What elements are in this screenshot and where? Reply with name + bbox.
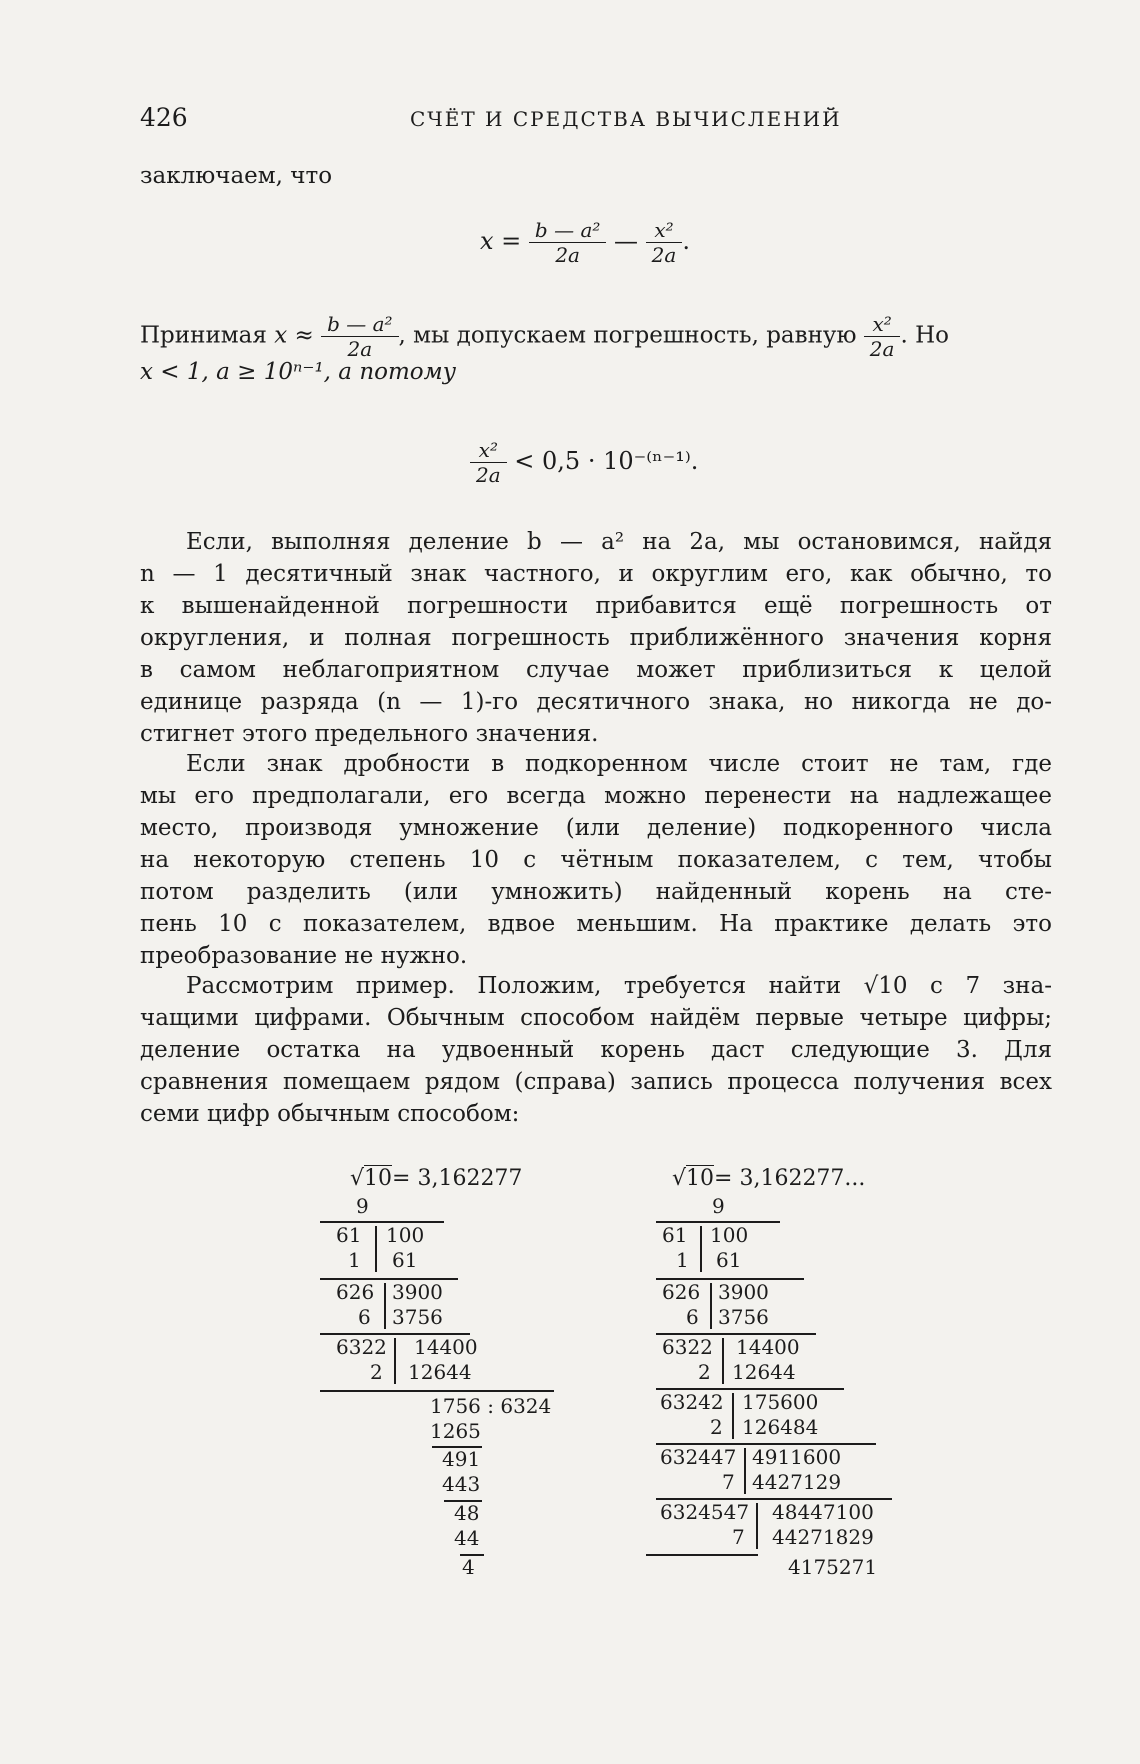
accepting-paragraph: Принимая x ≈ $\frac{\text{b — a²}}{2a}$ , мы допускаем погрешность, равную $\frac{\text{x²}}{2a}$ . Но x < 1, a ≥ 10ⁿ⁻¹, а потому: [140, 312, 949, 385]
fraction: $\frac{\text{b — a²}}{2a}$: [529, 218, 606, 267]
fraction: $\frac{\text{x²}}{2a}$: [646, 218, 683, 267]
paragraph-rounding: Если, выполняя деление b — a² на 2a, мы остановимся, найдя n — 1 десятичный знак частного, и округлим его, как обычно, то к вышенайденной погрешности прибавится ещё погрешность от округления, и полная погрешность приближённого значения корня в самом неблагоприятном случае может приблизиться к целой единице разряда (n — 1)-го десятичного знака, но никогда не до- стигнет этого предельного значения.: [140, 529, 1052, 747]
sqrt-expression: √10= 3,162277...: [672, 1166, 866, 1191]
intro-text: заключаем, что: [140, 163, 333, 189]
paragraph-decimal-point: Если знак дробности в подкоренном числе стоит не там, где мы его предполагали, его всегда можно перенести на надлежащее место, производя умножение (или деление) подкоренного числа на некоторую степень 10 с чётным показателем, с тем, чтобы потом разделить (или умножить) найденный корень на сте- пень 10 с показателем, вдвое меньшим. На практике делать это преобразование не нужно.: [140, 751, 1052, 969]
left-calculation: √10= 3,162277 9 61 1 100 61 626 6 3900 3756 6322 2 14400 12644 1756 : 6324 1265 491 443 48 44 4: [320, 1166, 560, 1586]
sqrt-expression: √10= 3,162277: [350, 1166, 523, 1191]
running-title: СЧЁТ И СРЕДСТВА ВЫЧИСЛЕНИЙ: [410, 107, 842, 131]
formula-x: x = $\frac{\text{b — a²}}{2a}$ — $\frac{\text{x²}}{2a}$ .: [480, 218, 690, 267]
division-step: 1756 : 6324: [430, 1394, 552, 1418]
formula-error-bound: $\frac{\text{x²}}{2a}$ < 0,5 · 10⁻⁽ⁿ⁻¹⁾.: [470, 438, 698, 487]
right-calculation: √10= 3,162277... 9 61 1 100 61 626 6 3900 3756 6322 2 14400 12644 63242 2 175600 126484 632447 7 4911600 4427129 6324547 7 48447100 44271829 4175271: [646, 1166, 916, 1586]
page-header: [140, 103, 1052, 133]
page-number: 426: [140, 103, 188, 132]
paragraph-example: Рассмотрим пример. Положим, требуется найти √10 с 7 зна- чащими цифрами. Обычным способом найдём первые четыре цифры; деление остатка на удвоенный корень даст следующие 3. Для сравнения помещаем рядом (справа) запись процесса получения всех семи цифр обычным способом:: [140, 973, 1052, 1127]
final-remainder: 4175271: [788, 1555, 878, 1579]
